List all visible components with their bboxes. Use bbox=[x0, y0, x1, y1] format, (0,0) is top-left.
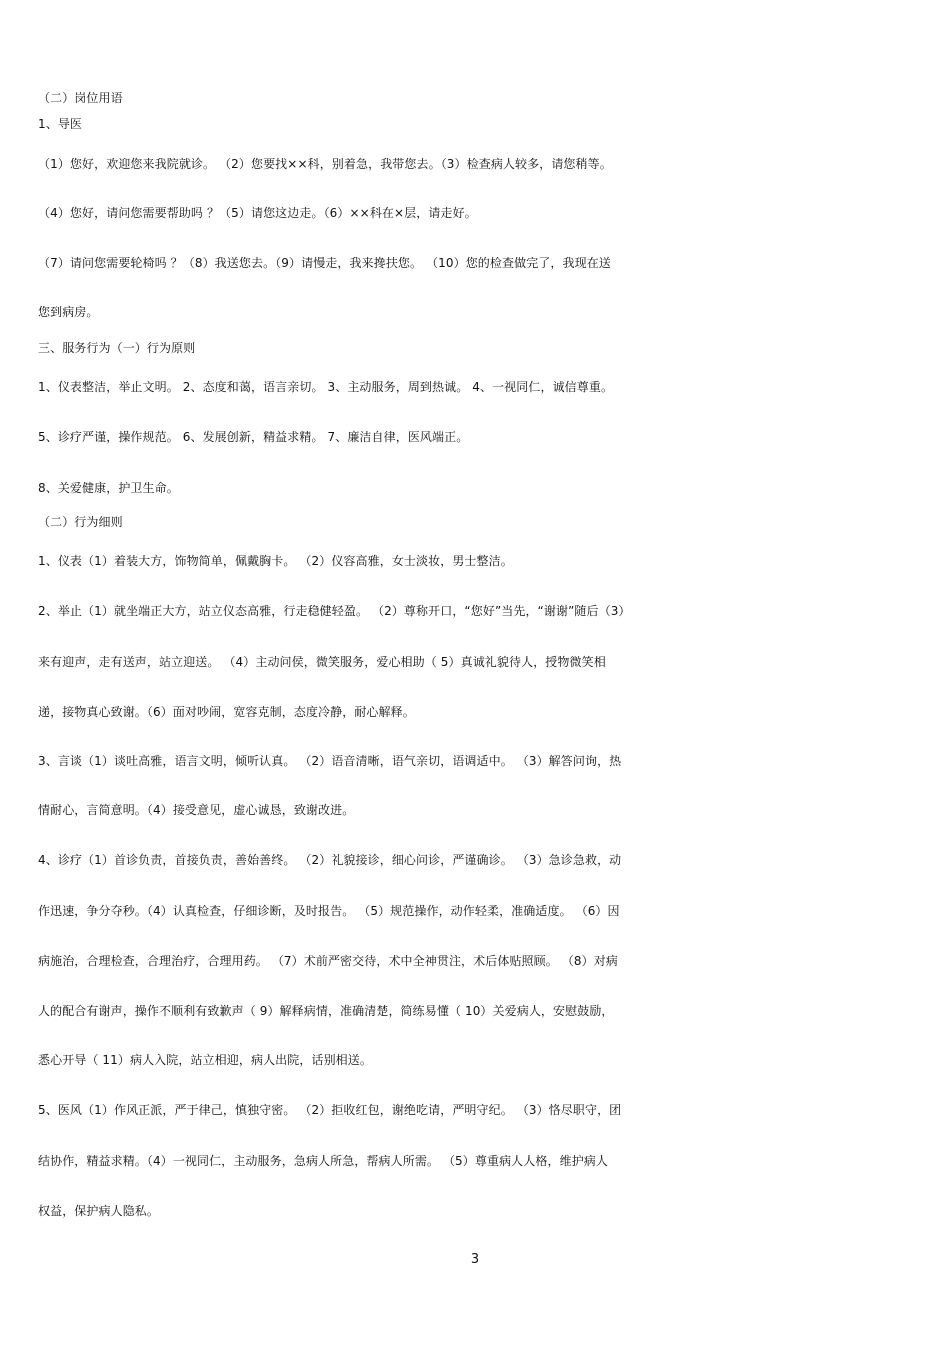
text-line: 4、诊疗（1）首诊负责，首接负责，善始善终。 （2）礼貌接诊，细心问诊，严谨确诊。 （3）急诊急救，动 bbox=[38, 853, 622, 867]
text-line: 权益，保护病人隐私。 bbox=[38, 1204, 160, 1218]
text-line: 3、言谈（1）谈吐高雅，语言文明，倾听认真。 （2）语音清晰，语气亲切，语调适中。 （3）解答问询，热 bbox=[38, 754, 622, 768]
text-line: 人的配合有谢声，操作不顺利有致歉声（ 9）解释病情，准确清楚，简练易懂（ 10）关爱病人，安慰鼓励， bbox=[38, 1004, 614, 1018]
section-heading-post-language: （二）岗位用语 bbox=[38, 91, 123, 105]
subheading-behavior-rules: （二）行为细则 bbox=[38, 515, 123, 529]
text-line: 递，接物真心致谢。（6）面对吵闹，宽容克制，态度冷静，耐心解释。 bbox=[38, 705, 415, 719]
subheading-guide: 1、导医 bbox=[38, 117, 83, 131]
text-line: 您到病房。 bbox=[38, 305, 99, 319]
text-line: 结协作，精益求精。（4）一视同仁，主动服务，急病人所急，帮病人所需。 （5）尊重病人人格，维护病人 bbox=[38, 1154, 608, 1168]
text-line: 5、诊疗严谨，操作规范。 6、发展创新，精益求精。 7、廉洁自律，医风端正。 bbox=[38, 430, 469, 444]
text-line: 情耐心，言简意明。（4）接受意见，虚心诚恳，致谢改进。 bbox=[38, 803, 355, 817]
text-line: 来有迎声，走有送声，站立迎送。 （4）主动问侯，微笑服务，爱心相助（ 5）真诚礼貌待人，授物微笑相 bbox=[38, 655, 606, 669]
text-line: （1）您好，欢迎您来我院就诊。 （2）您要找××科，别着急，我带您去。（3）检查病人较多，请您稍等。 bbox=[38, 157, 612, 171]
text-line: 1、仪表（1）着装大方，饰物简单，佩戴胸卡。 （2）仪容高雅，女士淡妆，男士整洁。 bbox=[38, 554, 513, 568]
text-line: 悉心开导（ 11）病人入院，站立相迎，病人出院，话别相送。 bbox=[38, 1053, 372, 1067]
page-number: 3 bbox=[470, 1252, 480, 1267]
section-heading-service-behavior: 三、服务行为（一）行为原则 bbox=[38, 341, 196, 355]
text-line: 作迅速，争分夺秒。（4）认真检查，仔细诊断，及时报告。 （5）规范操作，动作轻柔，准确适度。 （6）因 bbox=[38, 904, 620, 918]
text-line: 5、医风（1）作风正派，严于律己，慎独守密。 （2）拒收红包，谢绝吃请，严明守纪。 （3）恪尽职守，团 bbox=[38, 1103, 622, 1117]
text-line: （4）您好，请问您需要帮助吗 ？（5）请您这边走。（6）××科在×层，请走好。 bbox=[38, 206, 477, 220]
text-line: 病施治，合理检查，合理治疗，合理用药。 （7）术前严密交待，术中全神贯注，术后体贴照顾。 （8）对病 bbox=[38, 954, 618, 968]
text-line: 8、关爱健康，护卫生命。 bbox=[38, 481, 179, 495]
text-line: 1、仪表整洁，举止文明。 2、态度和蔼，语言亲切。 3、主动服务，周到热诚。 4、一视同仁，诚信尊重。 bbox=[38, 380, 614, 394]
text-line: 2、举止（1）就坐端正大方，站立仪态高雅，行走稳健轻盈。 （2）尊称开口，“您好”当先，“谢谢”随后（3） bbox=[38, 604, 631, 618]
text-line: （7）请问您需要轮椅吗 ？（8）我送您去。（9）请慢走，我来搀扶您。 （10）您的检查做完了，我现在送 bbox=[38, 256, 611, 270]
